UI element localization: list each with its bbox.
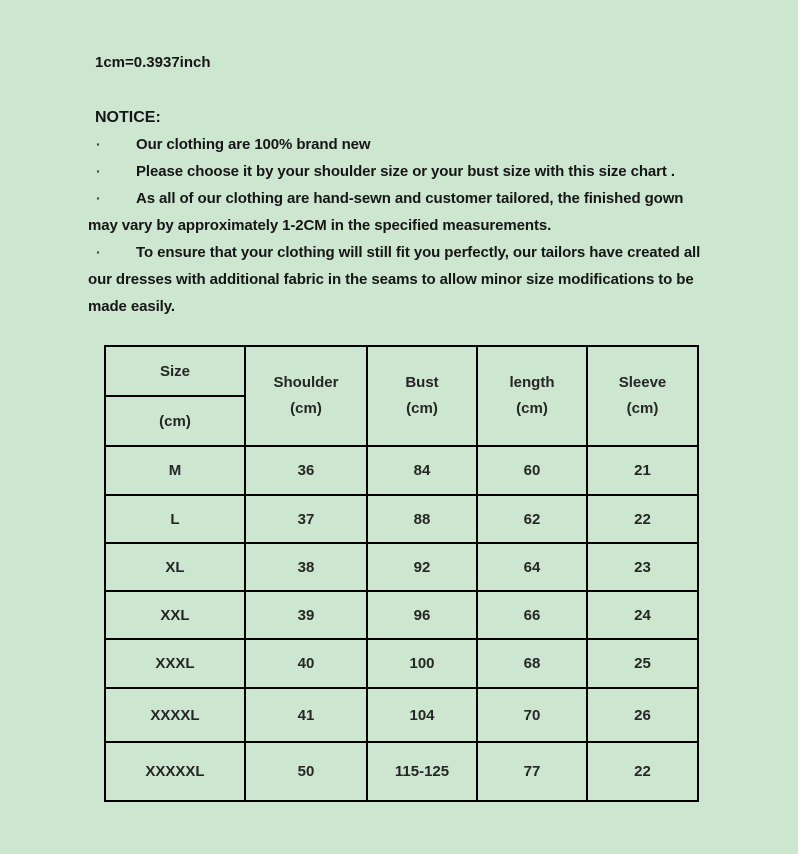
cell-sleeve: 25	[587, 639, 698, 688]
cell-length: 64	[477, 543, 587, 591]
cell-length: 60	[477, 446, 587, 495]
cell-length: 77	[477, 742, 587, 801]
notice-item	[88, 239, 704, 320]
header-unit: (cm)	[290, 400, 322, 417]
table-header-row	[105, 346, 698, 446]
bullet-dot-icon: ·	[96, 190, 101, 206]
cell-bust: 115-125	[367, 742, 477, 801]
header-unit: (cm)	[406, 400, 438, 417]
bullet-dot-icon: ·	[96, 244, 101, 260]
cell-length: 68	[477, 639, 587, 688]
table-row	[105, 495, 698, 543]
header-cell-sleeve	[587, 346, 698, 446]
cell-shoulder: 41	[245, 688, 367, 742]
header-unit: (cm)	[626, 400, 659, 417]
header-label: Sleeve	[618, 374, 667, 391]
cell-size: XXXXL	[105, 688, 245, 742]
cell-size: M	[105, 446, 245, 495]
table-row	[105, 688, 698, 742]
cell-size: XXXXXL	[105, 742, 245, 801]
cell-shoulder: 36	[245, 446, 367, 495]
cell-sleeve: 24	[587, 591, 698, 639]
cell-sleeve: 21	[587, 446, 698, 495]
cell-shoulder: 37	[245, 495, 367, 543]
notice-item	[88, 185, 704, 239]
cell-length: 62	[477, 495, 587, 543]
size-chart-table	[104, 345, 699, 802]
cell-length: 66	[477, 591, 587, 639]
cell-sleeve: 22	[587, 742, 698, 801]
cell-bust: 92	[367, 543, 477, 591]
notice-title: NOTICE:	[95, 109, 161, 126]
bullet-dot-icon: ·	[96, 163, 101, 179]
cell-bust: 96	[367, 591, 477, 639]
notice-text: Our clothing are 100% brand new	[136, 136, 371, 153]
cell-size: XXXL	[105, 639, 245, 688]
cell-shoulder: 38	[245, 543, 367, 591]
table-row	[105, 639, 698, 688]
header-size-unit: (cm)	[106, 395, 244, 445]
cell-shoulder: 39	[245, 591, 367, 639]
cell-sleeve: 26	[587, 688, 698, 742]
cell-bust: 104	[367, 688, 477, 742]
cell-shoulder: 50	[245, 742, 367, 801]
header-cell-size	[105, 346, 245, 446]
table-row	[105, 591, 698, 639]
header-unit: (cm)	[516, 400, 548, 417]
cell-bust: 84	[367, 446, 477, 495]
notice-text: As all of our clothing are hand-sewn and customer tailored, the finished gown may vary by approximately 1-2CM in the specified measurements.	[88, 190, 684, 234]
table-row	[105, 543, 698, 591]
notice-item	[88, 158, 704, 185]
cell-sleeve: 22	[587, 495, 698, 543]
cell-bust: 100	[367, 639, 477, 688]
table-row	[105, 742, 698, 801]
header-cell-bust	[367, 346, 477, 446]
header-cell-shoulder	[245, 346, 367, 446]
header-cell-length	[477, 346, 587, 446]
cell-sleeve: 23	[587, 543, 698, 591]
header-label: Shoulder	[273, 374, 339, 391]
notice-text: Please choose it by your shoulder size or your bust size with this size chart .	[136, 163, 675, 180]
table-row	[105, 446, 698, 495]
cell-bust: 88	[367, 495, 477, 543]
header-size-label: Size	[159, 362, 190, 380]
cell-shoulder: 40	[245, 639, 367, 688]
notice-list	[88, 131, 704, 320]
cell-size: L	[105, 495, 245, 543]
notice-item	[88, 131, 704, 158]
notice-text: To ensure that your clothing will still fit you perfectly, our tailors have created all our dresses with additional fabric in the seams to allow minor size modifications to be made easily.	[88, 244, 701, 315]
conversion-note: 1cm=0.3937inch	[95, 54, 211, 71]
cell-size: XXL	[105, 591, 245, 639]
header-label: Bust	[405, 374, 439, 391]
header-label: length	[509, 374, 555, 391]
cell-length: 70	[477, 688, 587, 742]
cell-size: XL	[105, 543, 245, 591]
bullet-dot-icon: ·	[96, 136, 101, 152]
